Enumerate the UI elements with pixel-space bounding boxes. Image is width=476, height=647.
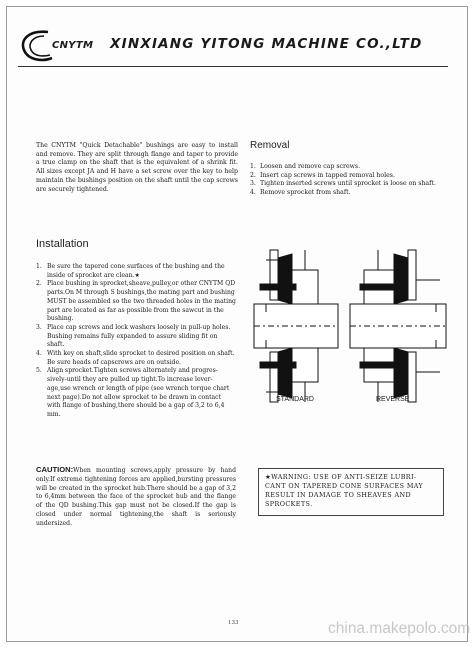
installation-heading: Installation — [36, 238, 89, 250]
removal-heading: Removal — [250, 140, 290, 151]
list-item: 3. Tighten inserted screws until sprocket is loose on shaft. — [250, 180, 436, 188]
list-item: 1. Be sure the tapered cone surfaces of the bushing and the inside of sprocket are clean.★ — [36, 263, 225, 279]
reverse-label: REVERSE — [376, 396, 410, 403]
list-item: 4. Remove sprocket from shaft. — [250, 188, 351, 196]
list-item: 1. Loosen and remove cap screws. — [250, 163, 361, 170]
caution-text: When mounting screws,apply pressure by hand only.If extreme tightening forces are applied,bursting pressures will be created in the sprocket hub.There should be a gap of 3,2 to 6,4mm between the face of the sprocket hub and the flange of the QD bushing.This gap must not be closed.If the gap is closed under normal tightening,the shaft is seriously undersized. — [36, 467, 236, 527]
company-name: XINXIANG YITONG MACHINE CO.,LTD — [110, 36, 423, 52]
list-item: 4. With key on shaft,slide sprocket to desired position on shaft. Be sure heads of capscrews are on outside. — [36, 350, 235, 366]
bushing-assembly-diagram — [252, 240, 448, 412]
warning-box: ★WARNING: USE OF ANTI-SEIZE LUBRI-CANT ON TAPERED CONE SURFACES MAY RESULT IN DAMAGE TO SHEAVES AND SPROCKETS. — [258, 468, 444, 516]
intro-paragraph: The CNYTM "Quick Detachable" bushings are easy to install and remove. They are split through flange and taper to provide a true clamp on the shaft that is the equivalent of a shrink fit. All sizes except JA and H have a set screw over the key to help maintain the bushings position on the shaft until the cap screws are securely tightened. — [36, 142, 238, 193]
caution-paragraph — [36, 466, 236, 529]
reverse-assembly-drawing — [350, 250, 446, 402]
header-divider — [18, 66, 448, 67]
removal-steps — [250, 163, 460, 197]
standard-label: STANDARD — [276, 396, 314, 403]
installation-steps — [36, 263, 236, 420]
list-item: 2. Insert cap screws in tapped removal holes. — [250, 171, 395, 179]
caution-label: CAUTION: — [36, 465, 74, 474]
page-number: 133 — [228, 620, 239, 626]
logo-text: CNYTM — [52, 40, 94, 51]
site-watermark: china.makepolo.com — [328, 620, 471, 637]
standard-assembly-drawing — [254, 250, 338, 402]
page-header — [18, 26, 448, 66]
list-item: 2. Place bushing in sprocket,sheave,pulley,or other CNYTM QD parts.On M through S bushings,the mating part and bushing MUST be assembled so the two threaded holes in the mating part are located as far as possible from the sawcut in the bushing. — [36, 280, 236, 323]
list-item: 5. Align sprocket.Tighten screws alternately and progres-sively-until they are pulled up tight.To increase lever-age,use wrench or length of pipe (see wrench torque chart next page).Do not allow sprocket to be drawn in contact with flange of bushing,there should be a gap of 3,2 to 6,4 mm. — [36, 367, 230, 418]
list-item: 3. Place cap screws and lock washers loosely in pull-up holes. Bushing remains fully expanded to assure sliding fit on shaft. — [36, 323, 231, 349]
